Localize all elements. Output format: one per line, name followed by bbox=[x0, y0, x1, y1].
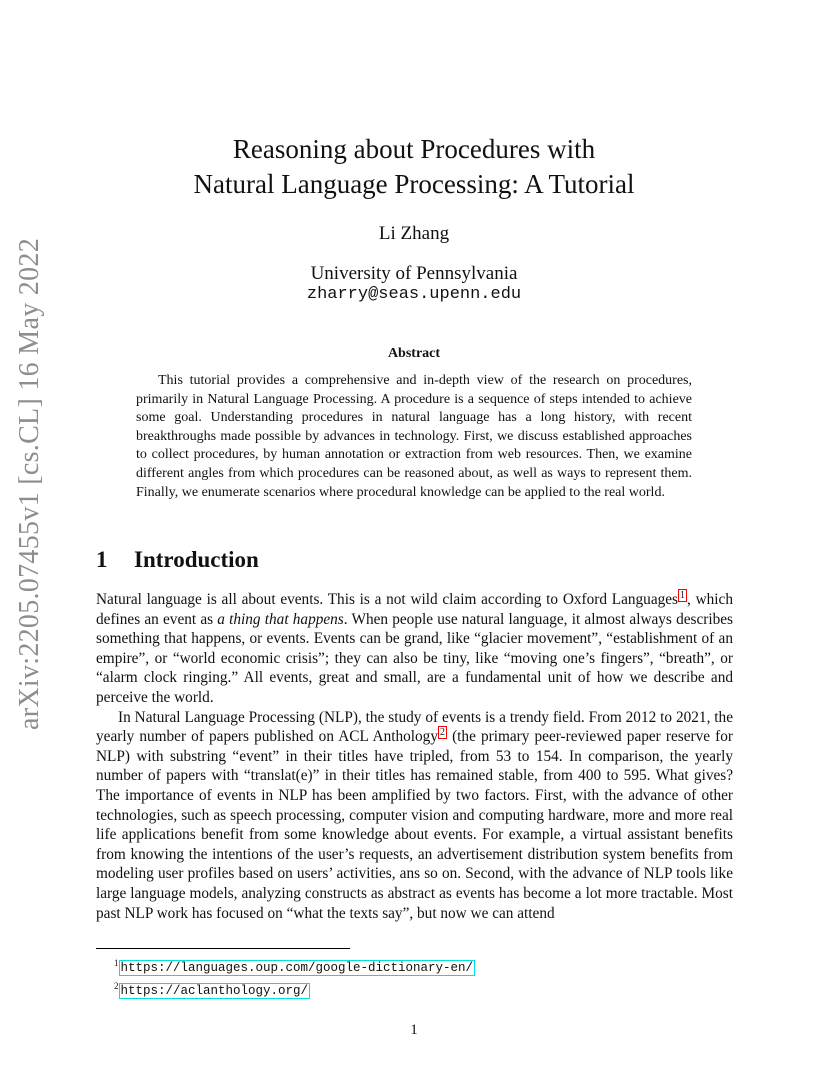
author-email[interactable]: zharry@seas.upenn.edu bbox=[306, 285, 522, 304]
abstract-heading: Abstract bbox=[387, 346, 441, 361]
paragraph-2 bbox=[96, 708, 733, 924]
author-name: Li Zhang bbox=[378, 223, 450, 244]
introduction-body bbox=[96, 590, 733, 923]
paragraph-1-text-a: Natural language is all about events. This is a not wild claim according to Oxford Languages bbox=[96, 591, 679, 608]
footnote-2-mark: 2 bbox=[114, 981, 119, 991]
footnotes bbox=[114, 954, 475, 1000]
section-number: 1 bbox=[96, 547, 108, 572]
title-line-2: Natural Language Processing: A Tutorial bbox=[193, 169, 635, 199]
paragraph-1-text-b: , which defines an event as bbox=[96, 591, 733, 628]
footnote-1 bbox=[114, 954, 475, 977]
footnote-1-mark: 1 bbox=[114, 958, 119, 968]
footnote-2 bbox=[114, 977, 475, 1000]
paper-title bbox=[0, 132, 828, 202]
footnote-1-link[interactable]: https://languages.oup.com/google-dictionary-en/ bbox=[120, 961, 474, 975]
paragraph-1-text-c: . When people use natural language, it almost always describes something that happens, or events. Events can be grand, like “glacier movement”, “establishment of an empire”, or “world economic crisis”; they can also be tiny, like “moving one’s fingers”, “breath”, or “alarm clock ringing.” All events, great and small, are a fundamental unit of how we describe and perceive the world. bbox=[96, 610, 733, 706]
paragraph-1 bbox=[96, 590, 733, 708]
footnote-rule bbox=[96, 948, 350, 949]
paragraph-2-text-b: (the primary peer-reviewed paper reserve for NLP) with substring “event” in their titles have tripled, from 53 to 154. In comparison, the yearly number of papers with “translat(e)” in their titles has remained stable, from 400 to 595. What gives? The importance of events in NLP has been amplified by two factors. First, with the advance of other technologies, such as speech processing, computer vision and computing hardware, more and more real life applications benefit from some knowledge about events. For example, a virtual assistant benefits from knowing the intentions of the user’s requests, an advertisement distribution system benefits from modeling user profiles based on users’ activities, ans so on. Second, with the advance of NLP tools like large language models, analyzing constructs as abstract as events has become a lot more tractable. Most past NLP work has focused on “what the texts say”, but now we can attend bbox=[96, 728, 733, 922]
footnote-ref-2[interactable]: 2 bbox=[439, 727, 445, 739]
footnote-ref-1[interactable]: 1 bbox=[680, 590, 686, 601]
arxiv-identifier-stamp: arXiv:2205.07455v1 [cs.CL] 16 May 2022 bbox=[14, 237, 45, 730]
section-title: Introduction bbox=[134, 547, 259, 572]
paragraph-1-emphasis: a thing that happens bbox=[217, 610, 344, 628]
author-affiliation: University of Pennsylvania bbox=[310, 263, 518, 284]
section-heading bbox=[96, 547, 259, 573]
abstract-text: This tutorial provides a comprehensive and in-depth view of the research on procedures, primarily in Natural Language Processing. A procedure is a sequence of steps intended to achieve some goal. Understanding procedures in natural language has a long history, with recent breakthroughs made possible by advances in technology. First, we discuss established approaches to collect procedures, by human annotation or extraction from web resources. Then, we examine different angles from which procedures can be reasoned about, as well as ways to represent them. Finally, we enumerate scenarios where procedural knowledge can be applied to the real world. bbox=[136, 373, 692, 500]
footnote-2-link[interactable]: https://aclanthology.org/ bbox=[120, 984, 309, 998]
paragraph-2-text-a: In Natural Language Processing (NLP), the study of events is a trendy field. From 2012 to 2021, the yearly number of papers published on ACL Anthology bbox=[96, 708, 733, 746]
page-number: 1 bbox=[410, 1022, 418, 1038]
title-line-1: Reasoning about Procedures with bbox=[232, 134, 596, 164]
